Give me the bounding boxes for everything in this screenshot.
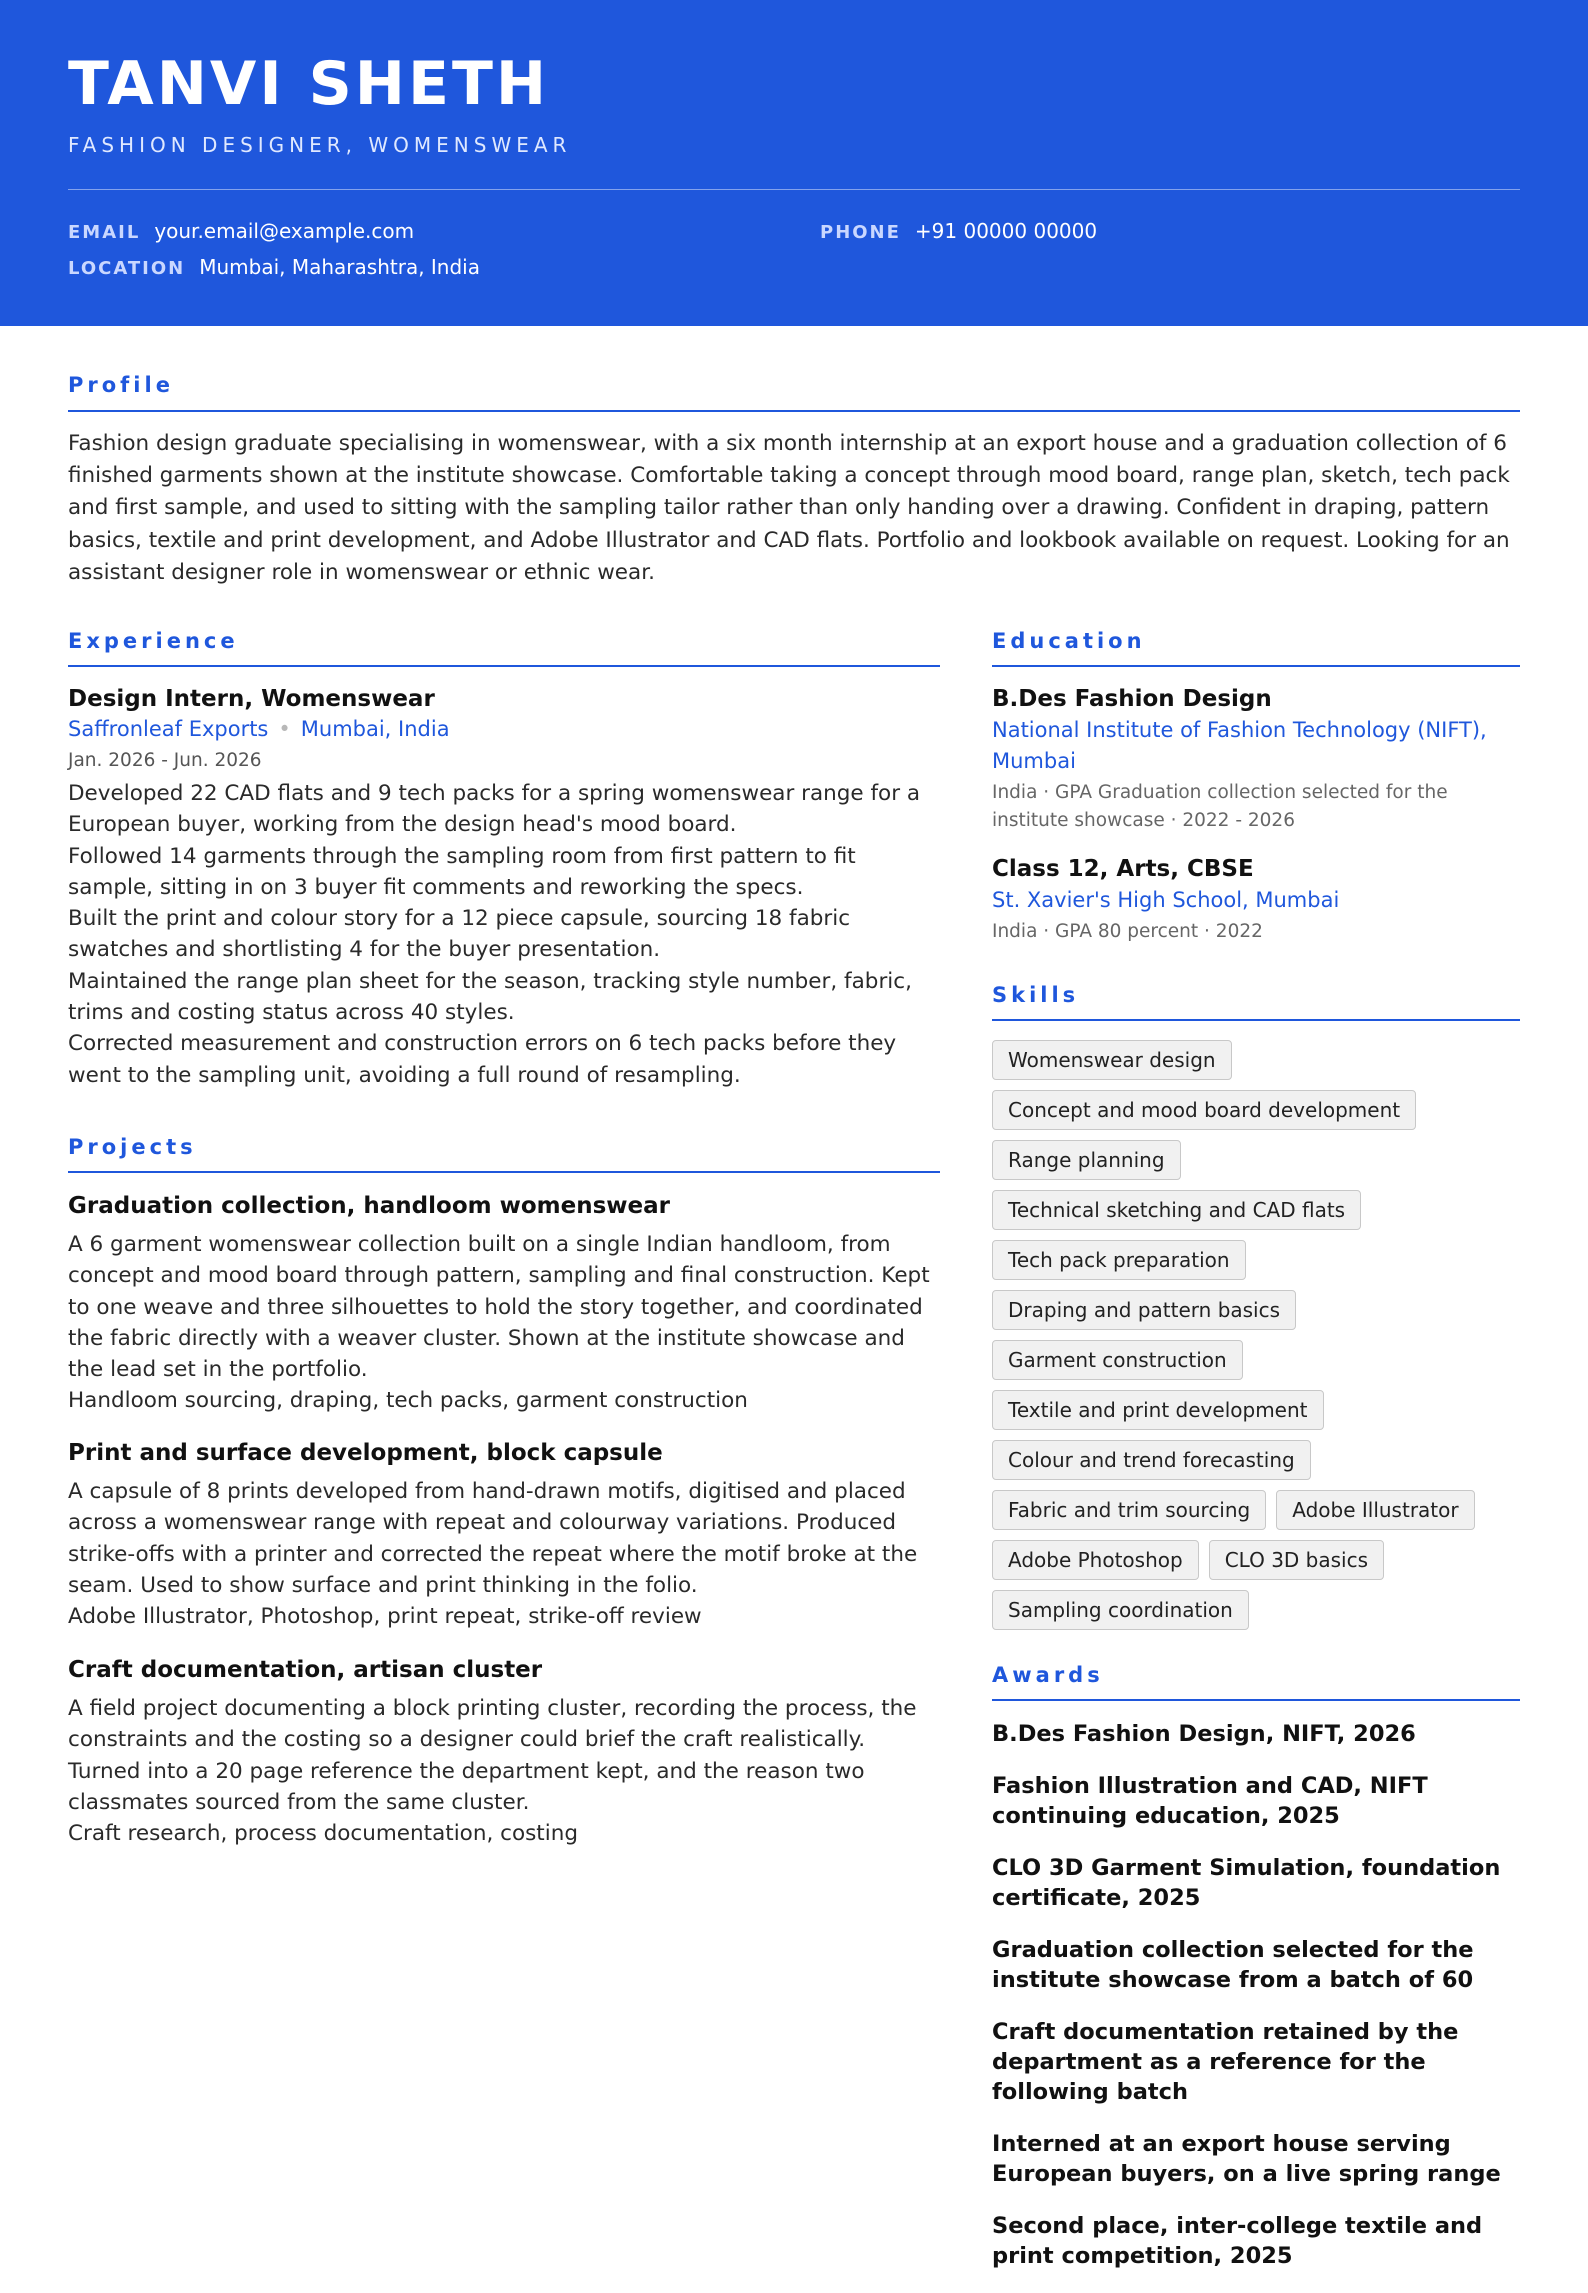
job-location: Mumbai, India (300, 717, 450, 741)
profile-summary: Fashion design graduate specialising in womenswear, with a six month internship at an export house and a graduation collection of 6 finished garments shown at the institute showcase. Comfortable taking a concept through mood board, range plan, sketch, tech pack and first sample, and used to sitting with the sampling tailor rather than only handing over a drawing. Confident in draping, pattern basics, textile and print development, and Adobe Illustrator and CAD flats. Portfolio and lookbook available on request. Looking for an assistant designer role in womenswear or ethnic wear. (68, 431, 1510, 585)
job-bullet: Corrected measurement and construction errors on 6 tech packs before they went to the sampling unit, avoiding a full round of resampling. (68, 1031, 897, 1088)
project-item (68, 1191, 940, 1417)
projects-rule (68, 1171, 940, 1173)
skill-chip: Sampling coordination (992, 1590, 1249, 1630)
education-item (992, 684, 1520, 835)
contact-location (68, 254, 480, 282)
education-degree: B.Des Fashion Design (992, 686, 1272, 712)
skill-chip: Garment construction (992, 1340, 1243, 1380)
award-item: Fashion Illustration and CAD, NIFT continuing education, 2025 (992, 1773, 1428, 1829)
profile-rule (68, 410, 1520, 412)
project-description: A 6 garment womenswear collection built on a single Indian handloom, from concept and mood board through pattern, sampling and final construction. Kept to one weave and three silhouettes to hold the story together, and coordinated the fabric directly with a weaver cluster. Shown at the institute showcase and the lead set in the portfolio. (68, 1232, 930, 1383)
experience-rule (68, 665, 940, 667)
skill-chip: Adobe Photoshop (992, 1540, 1199, 1580)
skill-chip: Adobe Illustrator (1276, 1490, 1474, 1530)
project-tags: Craft research, process documentation, costing (68, 1821, 578, 1847)
award-item: CLO 3D Garment Simulation, foundation certificate, 2025 (992, 1855, 1501, 1911)
location-value: Mumbai, Maharashtra, India (199, 255, 480, 279)
profile-heading: Profile (68, 373, 174, 397)
education-school: St. Xavier's High School, Mumbai (992, 888, 1340, 912)
project-title: Craft documentation, artisan cluster (68, 1657, 543, 1683)
award-item: Second place, inter-college textile and print competition, 2025 (992, 2213, 1483, 2269)
job-bullets (68, 778, 940, 1091)
award-item: Craft documentation retained by the department as a reference for the following batch (992, 2019, 1459, 2105)
email-value[interactable]: your.email@example.com (154, 219, 415, 243)
contact-email (68, 218, 414, 246)
award-item: Interned at an export house serving European buyers, on a live spring range (992, 2131, 1501, 2187)
education-heading: Education (992, 629, 1146, 653)
job-bullet: Maintained the range plan sheet for the season, tracking style number, fabric, trims and costing status across 40 styles. (68, 968, 912, 1026)
awards-list (992, 1719, 1520, 2293)
project-item (68, 1655, 940, 1849)
project-title: Print and surface development, block capsule (68, 1440, 663, 1466)
skill-chip: CLO 3D basics (1209, 1540, 1384, 1580)
skill-chip: Draping and pattern basics (992, 1290, 1296, 1330)
skill-chip: Textile and print development (992, 1390, 1324, 1430)
experience-heading: Experience (68, 629, 239, 653)
experience-entry (68, 684, 940, 1091)
education-meta: India · GPA 80 percent · 2022 (992, 921, 1263, 942)
education-degree: Class 12, Arts, CBSE (992, 856, 1254, 882)
location-label: LOCATION (68, 258, 186, 279)
education-meta: India · GPA Graduation collection selected for the institute showcase · 2022 - 2026 (992, 782, 1448, 831)
skills-list (992, 1040, 1520, 1630)
award-item: B.Des Fashion Design, NIFT, 2026 (992, 1721, 1416, 1747)
project-tags: Adobe Illustrator, Photoshop, print repeat, strike-off review (68, 1604, 702, 1630)
job-company: Saffronleaf Exports (68, 717, 269, 741)
resume-header (0, 0, 1588, 326)
skills-heading: Skills (992, 983, 1080, 1007)
email-label: EMAIL (68, 222, 141, 243)
skill-chip: Colour and trend forecasting (992, 1440, 1311, 1480)
project-description: A capsule of 8 prints developed from hand-drawn motifs, digitised and placed across a womenswear range with repeat and colourway variations. Produced strike-offs with a printer and corrected the repeat where the motif broke at the seam. Used to show surface and print thinking in the folio. (68, 1479, 918, 1598)
skill-chip: Tech pack preparation (992, 1240, 1246, 1280)
project-tags: Handloom sourcing, draping, tech packs, garment construction (68, 1388, 748, 1414)
skills-rule (992, 1019, 1520, 1021)
education-item (992, 854, 1520, 946)
header-divider (68, 189, 1520, 190)
job-bullet: Built the print and colour story for a 12 piece capsule, sourcing 18 fabric swatches and shortlisting 4 for the buyer presentation. (68, 906, 851, 963)
award-item: Graduation collection selected for the institute showcase from a batch of 60 (992, 1937, 1474, 1993)
phone-label: PHONE (820, 222, 901, 243)
job-dates: Jan. 2026 - Jun. 2026 (68, 750, 262, 771)
job-title: Design Intern, Womenswear (68, 686, 435, 712)
job-bullet: Developed 22 CAD flats and 9 tech packs for a spring womenswear range for a European buyer, working from the design head's mood board. (68, 781, 921, 838)
education-school: National Institute of Fashion Technology (NIFT), Mumbai (992, 718, 1487, 773)
skill-chip: Concept and mood board development (992, 1090, 1416, 1130)
job-organization (68, 714, 940, 744)
skill-chip: Range planning (992, 1140, 1181, 1180)
projects-heading: Projects (68, 1135, 197, 1159)
contact-phone (820, 218, 1097, 246)
phone-value[interactable]: +91 00000 00000 (914, 219, 1098, 243)
skill-chip: Technical sketching and CAD flats (992, 1190, 1361, 1230)
awards-heading: Awards (992, 1663, 1104, 1687)
project-title: Graduation collection, handloom womenswear (68, 1193, 670, 1219)
skill-chip: Fabric and trim sourcing (992, 1490, 1266, 1530)
awards-rule (992, 1699, 1520, 1701)
job-bullet: Followed 14 garments through the sampling room from first pattern to fit sample, sitting in on 3 buyer fit comments and reworking the specs. (68, 843, 856, 900)
separator-dot-icon: • (278, 717, 291, 741)
skill-chip: Womenswear design (992, 1040, 1232, 1080)
project-description: A field project documenting a block printing cluster, recording the process, the constraints and the costing so a designer could brief the craft realistically. Turned into a 20 page reference the department kept, and the reason two classmates sourced from the same cluster. (68, 1696, 917, 1815)
education-rule (992, 665, 1520, 667)
candidate-role: FASHION DESIGNER, WOMENSWEAR (68, 133, 572, 157)
candidate-name: TANVI SHETH (68, 49, 550, 119)
project-item (68, 1438, 940, 1632)
